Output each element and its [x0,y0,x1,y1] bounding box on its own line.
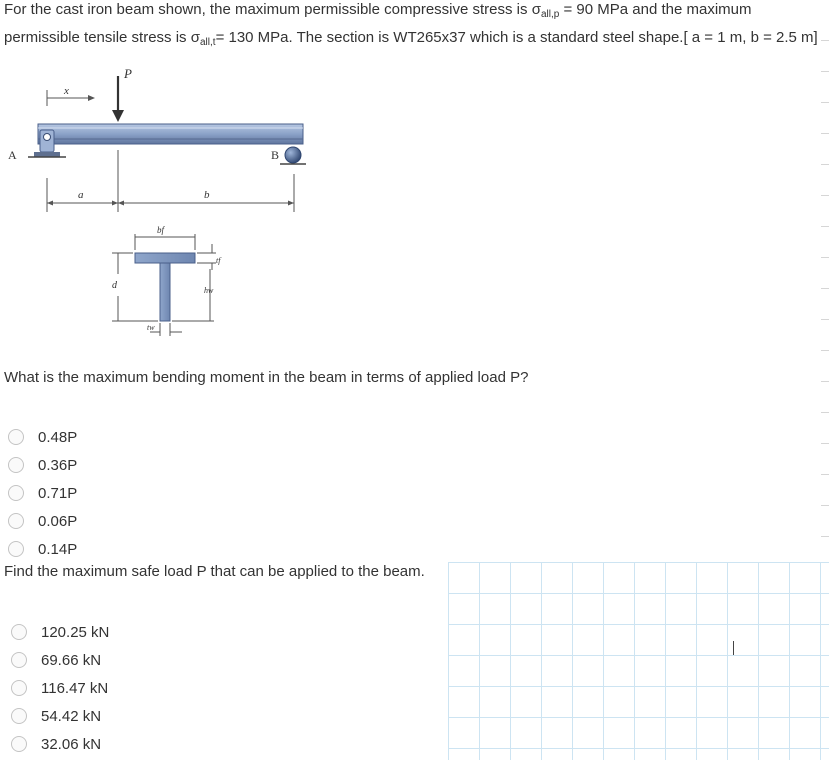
option-label: 0.71P [38,484,78,502]
option-label: 0.06P [38,512,78,530]
radio-button[interactable] [8,457,24,473]
text-cursor [733,641,734,655]
option-row[interactable] [11,621,109,643]
label-d: d [112,280,117,291]
option-label: 116.47 kN [41,679,109,697]
option-row[interactable] [11,705,101,727]
option-label: 0.36P [38,456,78,474]
radio-button[interactable] [11,680,27,696]
question-max-safe-load: Find the maximum safe load P that can be applied to the beam. [4,563,425,580]
radio-button[interactable] [11,708,27,724]
radio-button[interactable] [11,736,27,752]
radio-button[interactable] [8,485,24,501]
option-label: 0.48P [38,428,78,446]
option-label: 0.14P [38,540,78,558]
option-row[interactable] [8,454,77,476]
option-row[interactable] [11,733,101,755]
x-arrow-head [88,95,95,101]
label-b: b [204,189,210,201]
option-label: 32.06 kN [41,735,102,753]
label-A: A [8,148,17,162]
radio-button[interactable] [11,652,27,668]
sigma-subscript-compressive: all,p [540,9,560,20]
dim-a-arrow-right [112,201,118,206]
label-tw: tw [147,323,155,332]
option-label: 54.42 kN [41,707,102,725]
statement-part-intro: For the cast iron beam shown, the maximum permissible compressive stress is [4,1,532,18]
statement-part-mid: = 90 MPa and the maximum permissible tensile stress is [4,1,752,46]
dim-a-arrow-left [47,201,53,206]
problem-statement [4,0,826,54]
dim-b-arrow-right [288,201,294,206]
question-bending-moment: What is the maximum bending moment in the beam in terms of applied load P? [4,369,529,386]
option-label: 120.25 kN [41,623,110,641]
radio-button[interactable] [11,624,27,640]
option-row[interactable] [8,482,77,504]
radio-button[interactable] [8,429,24,445]
sigma-symbol-2: σ [190,29,200,46]
label-P: P [124,66,132,81]
radio-button[interactable] [8,513,24,529]
page-edge-ruler [821,40,829,560]
label-bf: bf [157,225,165,235]
sigma-symbol: σ [531,1,541,18]
dim-b-arrow-left [118,201,124,206]
roller-support [285,147,301,163]
load-arrow-head [112,110,124,122]
sigma-subscript-tensile: all,t [200,37,216,48]
tee-flange [135,253,195,263]
option-label: 69.66 kN [41,651,102,669]
option-row[interactable] [8,510,77,532]
radio-button[interactable] [8,541,24,557]
grid-paper-background [448,562,829,760]
label-tf: tf [216,256,221,265]
beam-figure [0,64,330,344]
pin-support-pin [44,134,51,141]
tee-web [160,263,170,321]
label-hw: hw [204,286,214,295]
label-a: a [78,189,84,201]
option-row[interactable] [11,677,108,699]
option-row[interactable] [8,426,77,448]
option-row[interactable] [8,538,77,560]
statement-part-rest: = 130 MPa. The section is WT265x37 which is a standard steel shape.[ a = 1 m, b = 2.5 m] [215,29,818,46]
label-x: x [64,85,69,97]
beam-body [38,124,303,144]
label-B: B [271,148,280,162]
option-row[interactable] [11,649,101,671]
